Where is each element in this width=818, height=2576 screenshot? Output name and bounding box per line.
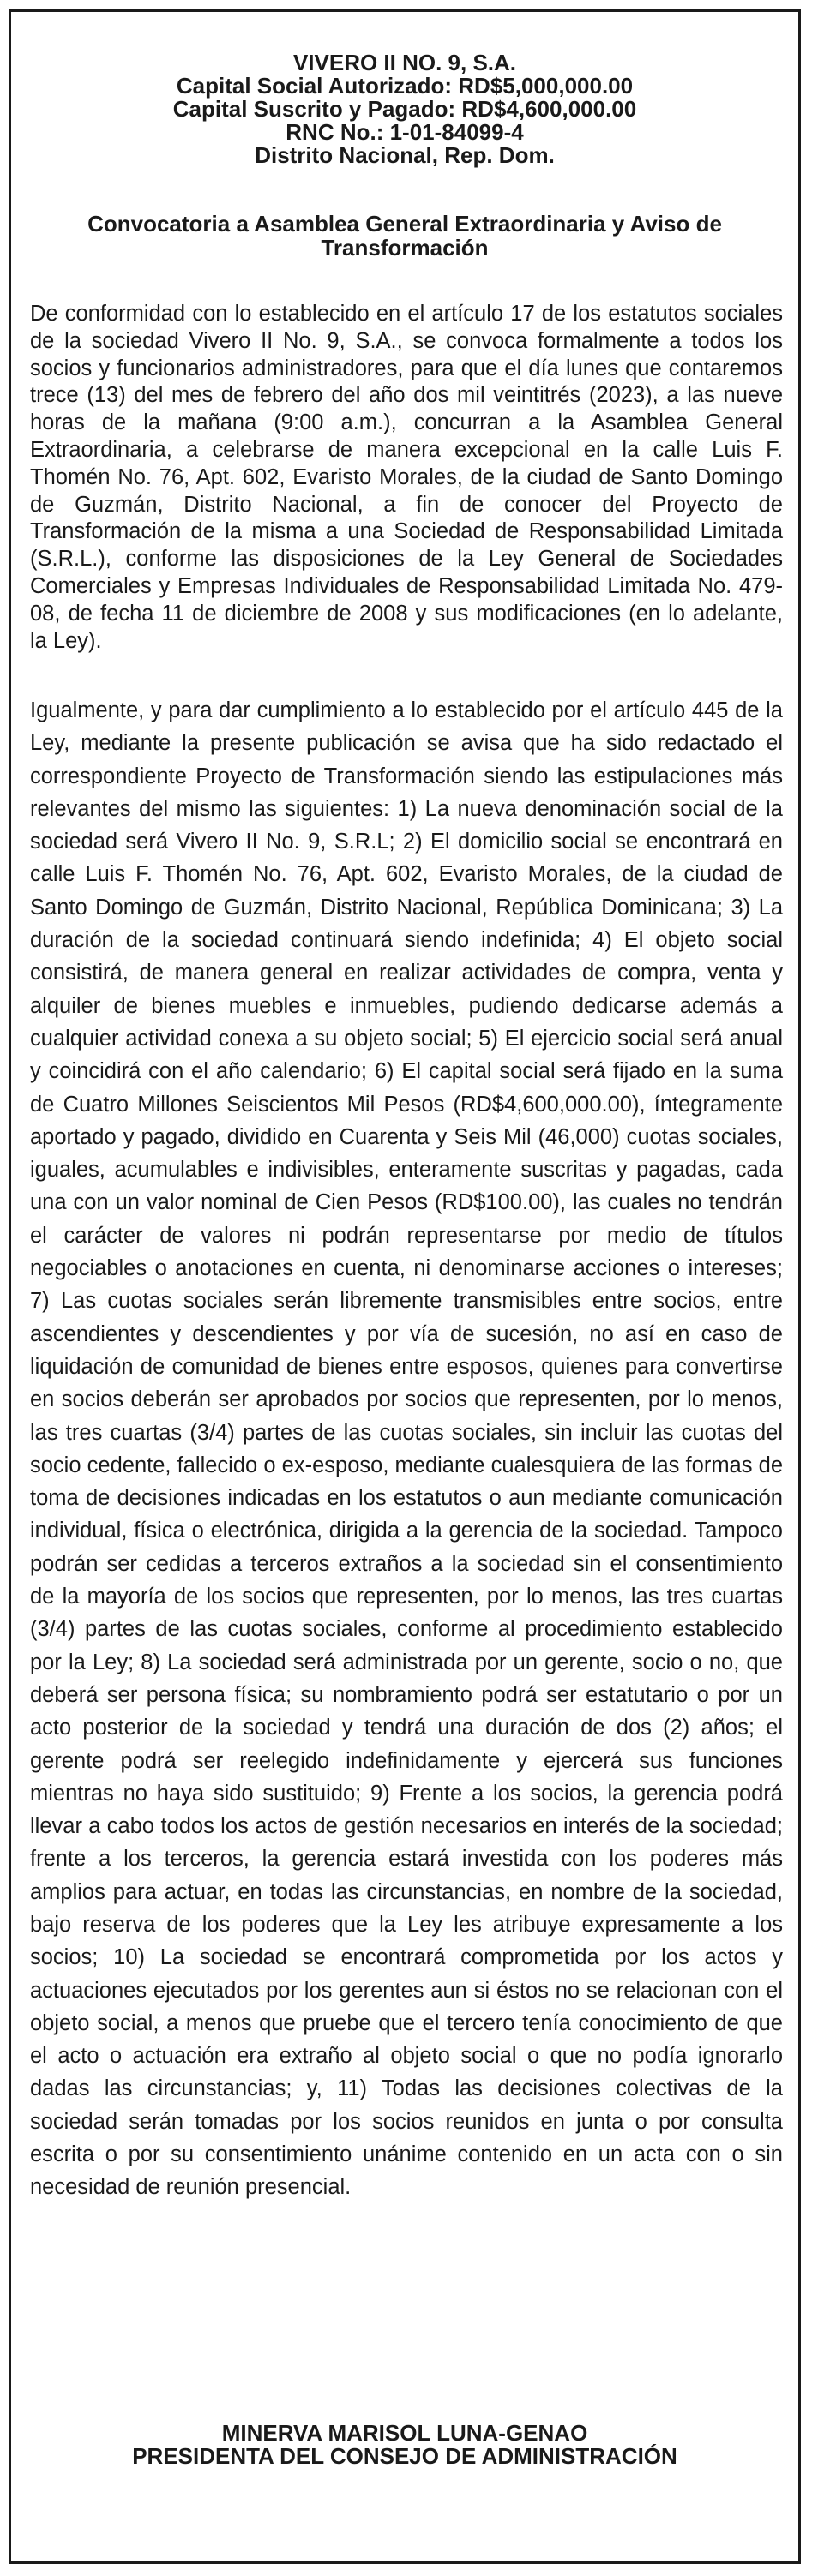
notice-subject: Convocatoria a Asamblea General Extraordinaria y Aviso de Transformación xyxy=(87,211,722,261)
paid-capital: Capital Suscrito y Pagado: RD$4,600,000.00 xyxy=(172,96,637,122)
signatory-name: MINERVA MARISOL LUNA-GENAO xyxy=(221,2420,588,2446)
transformation-paragraph: Igualmente, y para dar cumplimiento a lo establecido por el artículo 445 de la Ley, mediante la presente publicación se avisa que ha sido redactado el correspondiente Proyecto de Transformación siendo las estipulaciones más relevantes del mismo las siguientes: 1) La nueva denominación social de la sociedad será Vivero II No. 9, S.R.L; 2) El domicilio social se encontrará en calle Luis F. Thomén No. 76, Apt. 602, Evaristo Morales, de la ciudad de Santo Domingo de Guzmán, Distrito Nacional, República Dominicana; 3) La duración de la sociedad continuará siendo indefinida; 4) El objeto social consistirá, de manera general en realizar actividades de compra, venta y alquiler de bienes muebles e inmuebles, pudiendo dedicarse además a cualquier actividad conexa a su objeto social; 5) El ejercicio social será anual y coincidirá con el año calendario; 6) El capital social será fijado en la suma de Cuatro Millones Seiscientos Mil Pesos (RD$4,600,000.00), íntegramente aportado y pagado, dividido en Cuarenta y Seis Mil (46,000) cuotas sociales, iguales, acumulables e indivisibles, enteramente suscritas y pagadas, cada una con un valor nominal de Cien Pesos (RD$100.00), las cuales no tendrán el carácter de valores ni podrán representarse por medio de títulos negociables o anotaciones en cuenta, ni denominarse acciones o intereses; 7) Las cuotas sociales serán libremente transmisibles entre socios, entre ascendientes y descendientes y por vía de sucesión, no así en caso de liquidación de comunidad de bienes entre esposos, quienes para convertirse en socios deberán ser aprobados por socios que representen, por lo menos, las tres cuartas (3/4) partes de las cuotas sociales, sin incluir las cuotas del socio cedente, fallecido o ex-esposo, mediante cualesquiera de las formas de toma de decisiones indicadas en los estatutos o aun mediante comunicación individual, física o electrónica, dirigida a la gerencia de la sociedad. Tampoco podrán ser cedidas a terceros extraños a la sociedad sin el consentimiento de la mayoría de los socios que representen, por lo menos, las tres cuartas (3/4) partes de las cuotas sociales, conforme al procedimiento establecido por la Ley; 8) La sociedad será administrada por un gerente, socio o no, que deberá ser persona física; su nombramiento podrá ser estatutario o por un acto posterior de la sociedad y tendrá una duración de dos (2) años; el gerente podrá ser reelegido indefinidamente y ejercerá sus funciones mientras no haya sido sustituido; 9) Frente a los socios, la gerencia podrá llevar a cabo todos los actos de gestión necesarios en interés de la sociedad; frente a los terceros, la gerencia estará investida con los poderes más amplios para actuar, en todas las circunstancias, en nombre de la sociedad, bajo reserva de los poderes que la Ley les atribuye expresamente a los socios; 10) La sociedad se encontrará comprometida por los actos y actuaciones ejecutados por los gerentes aun si éstos no se relacionan con el objeto social, a menos que pruebe que el tercero tenía conocimiento de que el acto o actuación era extraño al objeto social o que no podía ignorarlo dadas las circunstancias; y, 11) Todas las decisiones colectivas de la sociedad serán tomadas por los socios reunidos en junta o por consulta escrita o por su consentimiento unánime contenido en un acta con o sin necesidad de reunión presencial. xyxy=(30,698,783,2200)
legal-notice xyxy=(9,9,801,2564)
signature-block xyxy=(11,2422,798,2468)
company-name: VIVERO II NO. 9, S.A. xyxy=(292,50,517,75)
company-header xyxy=(11,51,798,167)
signatory-title: PRESIDENTA DEL CONSEJO DE ADMINISTRACIÓN xyxy=(132,2443,677,2469)
authorized-capital: Capital Social Autorizado: RD$5,000,000.00 xyxy=(176,73,634,99)
company-location: Distrito Nacional, Rep. Dom. xyxy=(255,142,555,168)
convocation-paragraph: De conformidad con lo establecido en el artículo 17 de los estatutos sociales de la sociedad Vivero II No. 9, S.A., se convoca formalmente a todos los socios y funcionarios administradores, para que el día lunes que contaremos trece (13) del mes de febrero del año dos mil veintitrés (2023), a las nueve horas de la mañana (9:00 a.m.), concurran a la Asamblea General Extraordinaria, a celebrarse de manera excepcional en la calle Luis F. Thomén No. 76, Apt. 602, Evaristo Morales, de la ciudad de Santo Domingo de Guzmán, Distrito Nacional, a fin de conocer del Proyecto de Transformación de la misma a una Sociedad de Responsabilidad Limitada (S.R.L.), conforme las disposiciones de la Ley General de Sociedades Comerciales y Empresas Individuales de Responsabilidad Limitada No. 479-08, de fecha 11 de diciembre de 2008 y sus modificaciones (en lo adelante, la Ley). xyxy=(30,302,783,653)
rnc-number: RNC No.: 1-01-84099-4 xyxy=(286,119,524,145)
